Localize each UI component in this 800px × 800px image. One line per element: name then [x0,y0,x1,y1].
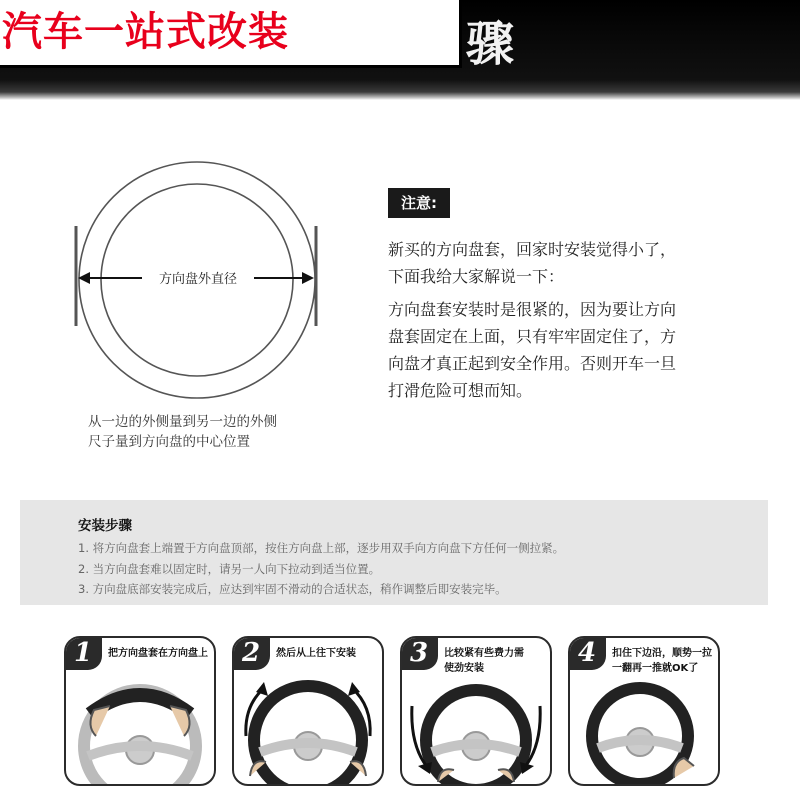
brand-text: 汽车一站式改装 [2,9,289,55]
note-line: 打滑危险可想而知。 [388,381,533,400]
steering-wheel-illustration [234,666,382,786]
step-caption-line: 比较紧有些费力需 [444,648,524,659]
step-caption-line: 一翻再一推就OK了 [612,663,699,674]
note-line: 下面我给大家解说一下： [388,267,565,286]
steering-wheel-illustration [66,666,214,786]
step-caption-line: 扣住下边沿，顺势一拉 [612,648,712,659]
step-card-2 [232,636,384,786]
step-number: 4 [568,636,606,670]
note-paragraph-1 [388,236,748,290]
step-number: 3 [400,636,438,670]
caption-line: 尺子量到方向盘的中心位置 [88,434,250,450]
step-caption-line: 然后从上往下安装 [276,648,356,659]
step-card-1 [64,636,216,786]
step-caption-line: 把方向盘套在方向盘上 [108,648,208,659]
step-item: 1. 将方向盘套上端置于方向盘顶部，按住方向盘上部，逐步用双手向方向盘下方任何一侧拉紧。 [78,541,565,555]
step-caption [276,646,380,661]
note-line: 新买的方向盘套，回家时安装觉得小了， [388,240,677,259]
note-line: 盘套固定在上面，只有牢牢固定住了，方 [388,327,677,346]
step-number: 2 [232,636,270,670]
measure-label: 方向盘外直径 [158,272,238,287]
step-card-4 [568,636,720,786]
step-card-3 [400,636,552,786]
steering-wheel-illustration [570,666,718,786]
wheel-diagram [60,150,340,420]
heading-tail: 骤 [466,16,515,72]
note-badge: 注意: [388,188,450,218]
steps-title: 安装步骤 [78,518,132,534]
step-caption [108,646,212,661]
step-number: 1 [64,636,102,670]
step-item: 2. 当方向盘套难以固定时，请另一人向下拉动到适当位置。 [78,561,381,576]
diagram-caption [88,412,348,452]
note-line: 向盘才真正起到安全作用。否则开车一旦 [388,354,677,373]
brand-banner [0,0,462,68]
arrowhead-right [302,272,314,284]
note-line: 方向盘套安装时是很紧的，因为要让方向 [388,300,677,319]
step-caption-line: 使劲安装 [444,663,484,674]
step-item: 3. 方向盘底部安装完成后，应达到牢固不滑动的合适状态，稍作调整后即安装完毕。 [78,582,507,596]
install-steps-panel [20,500,768,605]
steering-wheel-illustration [402,666,550,786]
note-paragraph-2 [388,296,748,404]
steps-list [78,538,564,600]
caption-line: 从一边的外侧量到另一边的外侧 [88,414,277,430]
